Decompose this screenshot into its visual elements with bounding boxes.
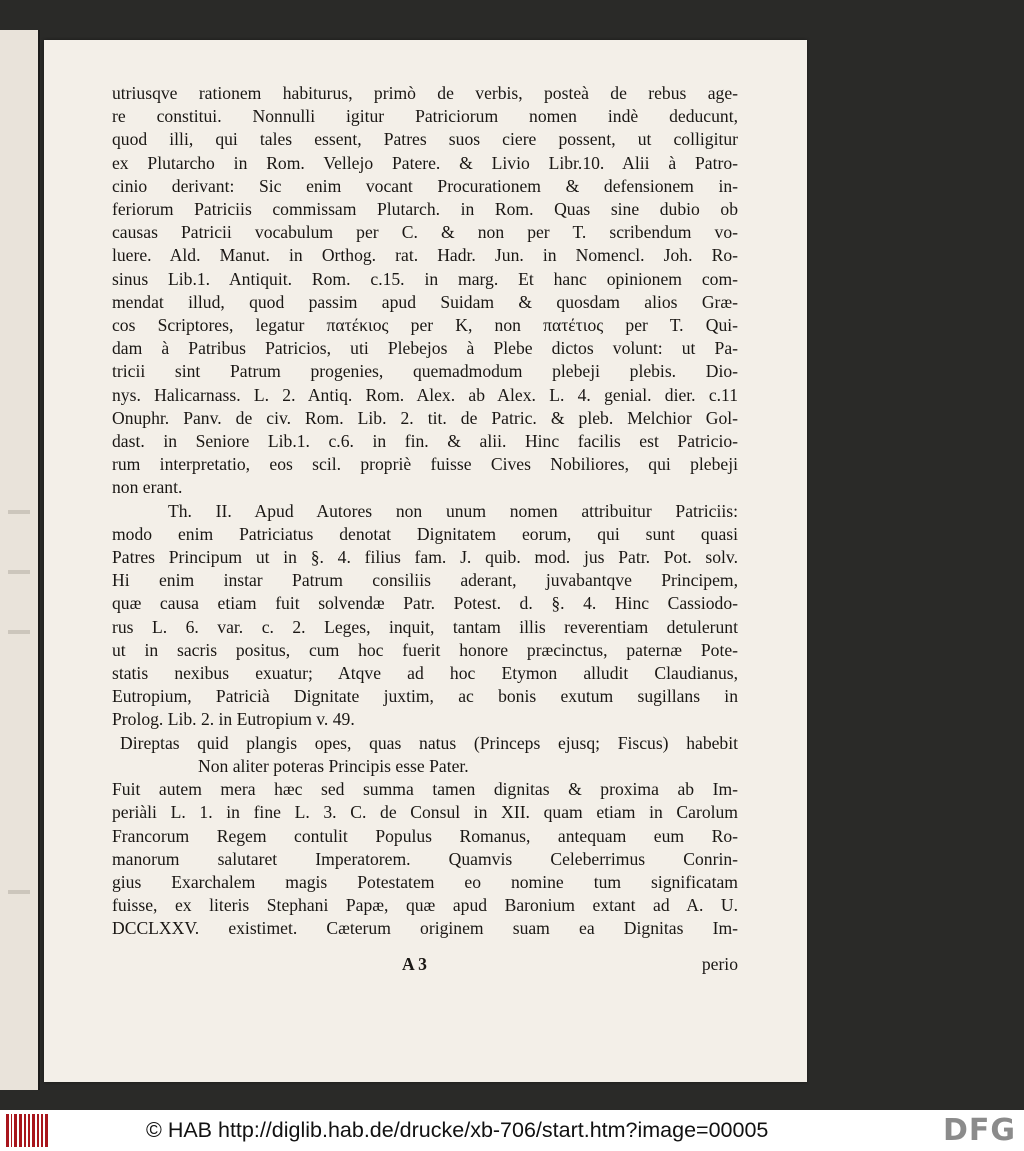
text-line: tricii sint Patrum progenies, quemadmodum plebeji plebis. Dio-: [112, 361, 738, 382]
previous-page-edge: [0, 30, 40, 1090]
text-line: Francorum Regem contulit Populus Romanus, antequam eum Ro-: [112, 825, 738, 846]
text-line: utriusqve rationem habiturus, primò de verbis, posteà de rebus age-: [112, 83, 738, 103]
page-footer: [112, 954, 738, 980]
catchword: perio: [701, 954, 738, 974]
text-line: rus L. 6. var. c. 2. Leges, inquit, tantam illis reverentiam detulerunt: [112, 616, 738, 637]
copyright-url-text[interactable]: © HAB http://diglib.hab.de/drucke/xb-706/start.htm?image=00005: [146, 1118, 769, 1142]
text-line: modo enim Patriciatus denotat Dignitatem eorum, qui sunt quasi: [112, 523, 738, 544]
text-line: causas Patricii vocabulum per C. & non per T. scribendum vo-: [112, 222, 738, 243]
text-line: Hi enim instar Patrum consiliis aderant, juvabantqve Principem,: [112, 570, 738, 591]
text-line: dam à Patribus Patricios, uti Plebejos à Plebe dictos volunt: ut Pa-: [112, 338, 738, 359]
text-line: cinio derivant: Sic enim vocant Procurationem & defensionem in-: [112, 175, 738, 196]
text-line: manorum salutaret Imperatorem. Quamvis Celeberrimus Conrin-: [112, 848, 738, 869]
text-line-thesis-heading: Th. II. Apud Autores non unum nomen attribuitur Patriciis:: [168, 500, 738, 521]
text-line: quæ causa etiam fuit solvendæ Patr. Potest. d. §. 4. Hinc Cassiodo-: [112, 593, 738, 614]
page-body-text: [112, 82, 738, 941]
text-line: quod illi, qui tales essent, Patres suos ciere possent, ut colligitur: [112, 129, 738, 150]
signature-mark: A 3: [402, 954, 427, 974]
text-line: rum interpretatio, eos scil. propriè fuisse Cives Nobiliores, qui plebeji: [112, 454, 738, 475]
text-line: statis nexibus exuatur; Atqve ad hoc Etymon alludit Claudianus,: [112, 663, 738, 684]
book-page: [44, 40, 807, 1082]
dfg-logo: DFG: [942, 1113, 1016, 1148]
text-line: nys. Halicarnass. L. 2. Antiq. Rom. Alex. ab Alex. L. 4. genial. dier. c.11: [112, 384, 738, 405]
text-line: gius Exarchalem magis Potestatem eo nomine tum significatam: [112, 871, 738, 892]
text-line: ut in sacris positus, cum hoc fuerit honore præcinctus, paternæ Pote-: [112, 639, 738, 660]
text-line: sinus Lib.1. Antiquit. Rom. c.15. in marg. Et hanc opinionem com-: [112, 268, 738, 289]
verse-line: Non aliter poteras Principis esse Pater.: [198, 755, 469, 776]
text-line: dast. in Seniore Lib.1. c.6. in fin. & alii. Hinc facilis est Patricio-: [112, 431, 738, 452]
text-line: Eutropium, Patricià Dignitate juxtim, ac bonis exutum sugillans in: [112, 686, 738, 707]
text-line: non erant.: [112, 477, 183, 498]
text-line: Patres Principum ut in §. 4. filius fam. J. quib. mod. jus Patr. Pot. solv.: [112, 547, 738, 568]
text-line: DCCLXXV. existimet. Cæterum originem suam ea Dignitas Im-: [112, 918, 738, 939]
text-line: luere. Ald. Manut. in Orthog. rat. Hadr. Jun. in Nomencl. Joh. Ro-: [112, 245, 738, 266]
text-line: cos Scriptores, legatur πατέκιος per K, non πατέτιος per T. Qui-: [112, 315, 738, 336]
text-line: feriorum Patriciis commissam Plutarch. in Rom. Quas sine dubio ob: [112, 199, 738, 220]
text-line: periàli L. 1. in fine L. 3. C. de Consul in XII. quam etiam in Carolum: [112, 802, 738, 823]
text-line: ex Plutarcho in Rom. Vellejo Patere. & Livio Libr.10. Alii à Patro-: [112, 152, 738, 173]
verse-line: Direptas quid plangis opes, quas natus (Princeps ejusq; Fiscus) habebit: [120, 732, 738, 753]
text-line: mendat illud, quod passim apud Suidam & quosdam alios Græ-: [112, 291, 738, 312]
text-line: fuisse, ex literis Stephani Papæ, quæ apud Baronium extant ad A. U.: [112, 895, 738, 916]
text-line: Prolog. Lib. 2. in Eutropium v. 49.: [112, 709, 355, 730]
hab-logo-icon: [6, 1114, 48, 1147]
text-line: Onuphr. Panv. de civ. Rom. Lib. 2. tit. de Patric. & pleb. Melchior Gol-: [112, 407, 738, 428]
text-line: Fuit autem mera hæc sed summa tamen dignitas & proxima ab Im-: [112, 779, 738, 800]
text-line: re constitui. Nonnulli igitur Patriciorum nomen indè deducunt,: [112, 106, 738, 127]
credit-bar: [0, 1110, 1024, 1151]
